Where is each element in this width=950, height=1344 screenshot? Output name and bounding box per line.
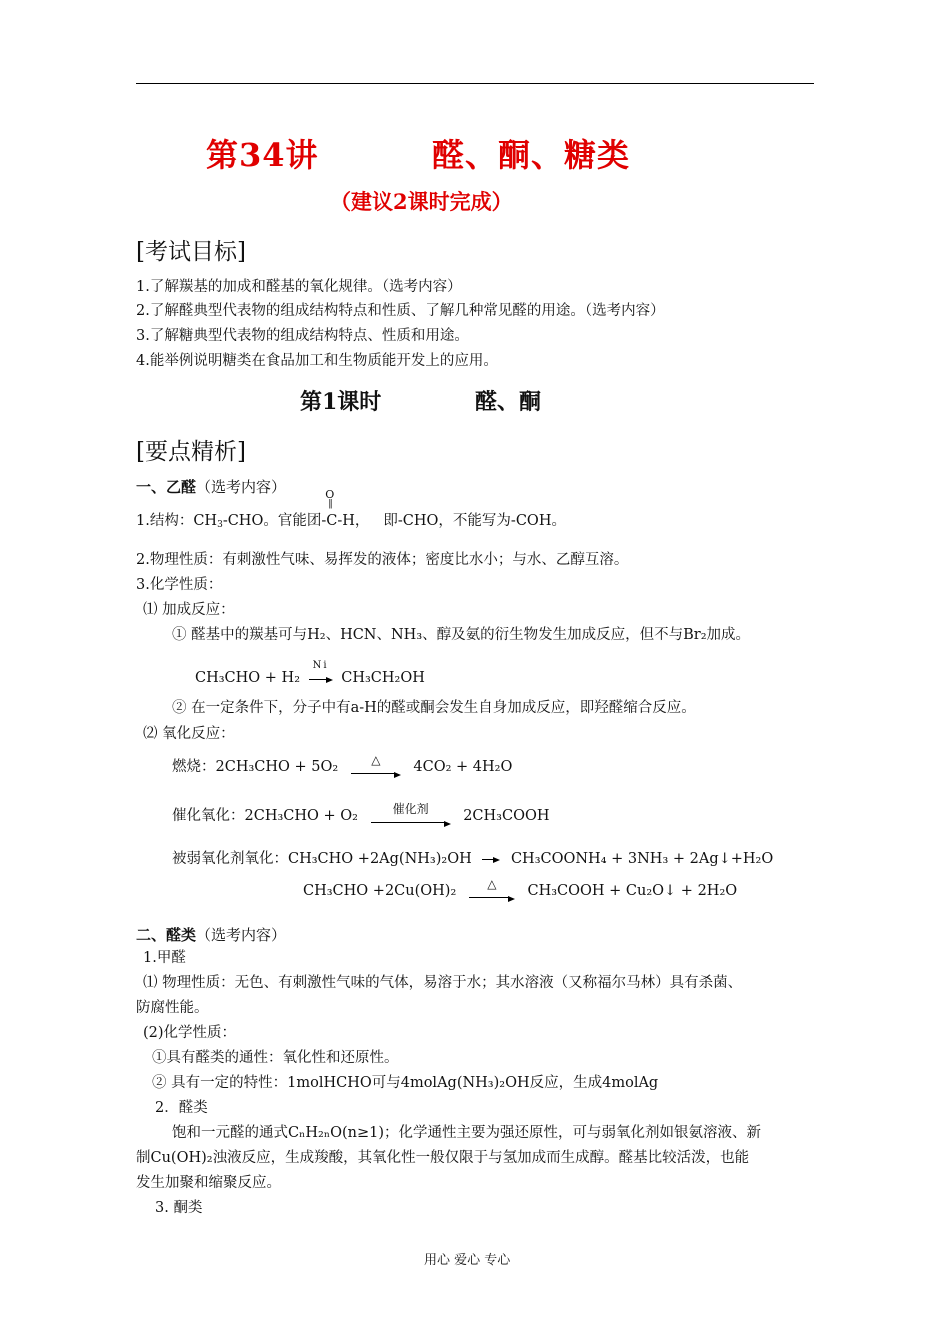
reaction-arrow: Ni	[309, 670, 333, 686]
reaction-arrow: △	[469, 882, 515, 900]
physical-properties: 2.物理性质：有刺激性气味、易挥发的液体；密度比水小；与水、乙醇互溶。	[136, 552, 629, 568]
header-rule	[136, 83, 814, 84]
aldehydes-heading	[136, 924, 286, 945]
aldehydes-general-3: 发生加聚和缩聚反应。	[136, 1175, 281, 1191]
oxidation-label: ⑵ 氧化反应：	[143, 726, 235, 742]
aldehydes-general-label: 2．醛类	[155, 1100, 208, 1116]
lesson-label: 第1课时	[300, 389, 382, 415]
hydrogenation-equation: CH₃CHO + H₂ Ni CH₃CH₂OH	[195, 660, 425, 686]
acetaldehyde-title: 一、乙醛	[136, 478, 197, 496]
reaction-arrow	[482, 853, 500, 865]
addition-label: ⑴ 加成反应：	[143, 602, 235, 618]
acetaldehyde-note: （选考内容）	[196, 478, 287, 496]
aldehydes-note: （选考内容）	[196, 926, 287, 944]
exam-goal-item: 1.了解羰基的加成和醛基的氧化规律。（选考内容）	[136, 279, 462, 295]
formaldehyde-chemical-label: (2)化学性质：	[143, 1025, 237, 1041]
formaldehyde-heading: 1.甲醛	[143, 950, 186, 966]
formaldehyde-physical-1: ⑴ 物理性质：无色、有刺激性气味的气体，易溶于水；其水溶液（又称福尔马林）具有杀菌、	[143, 975, 743, 991]
chemical-properties: 3.化学性质：	[136, 577, 223, 593]
aldehydes-title: 二、醛类	[136, 926, 197, 944]
structure-line: 1.结构：$CH_3$-CHO。官能团- O ‖ C-H， 即-CHO，不能写为-COH。	[136, 488, 566, 530]
reaction-arrow: 催化剂	[371, 807, 451, 825]
exam-goals-heading: [考试目标]	[136, 239, 246, 265]
acetaldehyde-heading	[136, 476, 286, 497]
carbonyl-group: O ‖ C	[325, 488, 338, 529]
silver-mirror-equation: 被弱氧化剂氧化：CH₃CHO +2Ag(NH₃)₂OH CH₃COONH₄ + 3NH₃ + 2Ag↓+H₂O	[172, 851, 774, 867]
formaldehyde-chemical-1: ①具有醛类的通性：氧化性和还原性。	[152, 1050, 399, 1066]
catalytic-oxidation-equation: 催化氧化：2CH₃CHO + O₂ 催化剂 2CH₃COOH	[172, 806, 550, 826]
exam-goal-item: 4.能举例说明糖类在食品加工和生物质能开发上的应用。	[136, 353, 498, 369]
combustion-equation: 燃烧：2CH₃CHO + 5O₂ △ 4CO₂ + 4H₂O	[172, 757, 512, 777]
aldehydes-general-2: 制Cu(OH)₂浊液反应，生成羧酸，其氧化性一般仅限于与氢加成而生成醇。醛基比较活泼，也能	[136, 1150, 750, 1166]
lesson-topic: 醛、酮	[475, 389, 542, 415]
copper-hydroxide-equation: CH₃CHO +2Cu(OH)₂ △ CH₃COOH + Cu₂O↓ + 2H₂O	[303, 881, 737, 901]
formaldehyde-chemical-2: ② 具有一定的特性：1molHCHO可与4molAg(NH₃)₂OH反应，生成4molAg	[152, 1075, 659, 1091]
ketones-heading: 3. 酮类	[155, 1200, 203, 1216]
exam-goal-item: 3.了解糖典型代表物的组成结构特点、性质和用途。	[136, 328, 469, 344]
reaction-arrow: △	[351, 758, 401, 776]
aldehydes-general-1: 饱和一元醛的通式CₙH₂ₙO(n≥1)；化学通性主要为强还原性，可与弱氧化剂如银氨溶液、新	[172, 1125, 762, 1141]
addition-item-2: ② 在一定条件下，分子中有a-H的醛或酮会发生自身加成反应，即羟醛缩合反应。	[172, 700, 696, 716]
formaldehyde-physical-2: 防腐性能。	[136, 1000, 209, 1016]
addition-item-1: ① 醛基中的羰基可与H₂、HCN、NH₃、醇及氨的衍生物发生加成反应，但不与Br₂加成。	[172, 627, 751, 643]
key-points-heading: [要点精析]	[136, 439, 246, 465]
lecture-number: 第34讲	[206, 136, 319, 174]
exam-goal-item: 2.了解醛典型代表物的组成结构特点和性质、了解几种常见醛的用途。（选考内容）	[136, 303, 665, 319]
lecture-topic: 醛、酮、糖类	[432, 136, 631, 174]
lecture-note: （建议2课时完成）	[330, 189, 513, 214]
page-footer: 用心 爱心 专心	[424, 1253, 511, 1268]
